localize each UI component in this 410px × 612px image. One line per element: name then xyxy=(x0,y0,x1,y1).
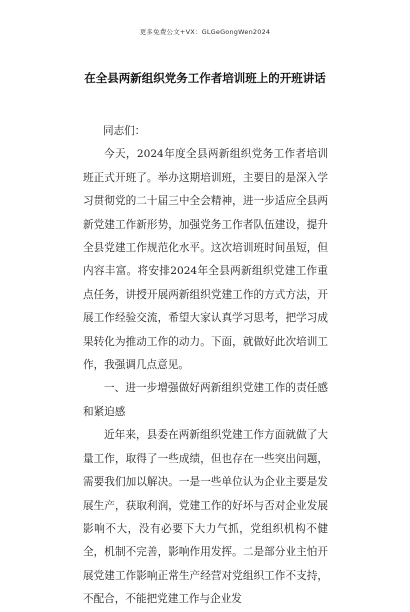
document-body xyxy=(83,120,328,612)
document-title: 在全县两新组织党务工作者培训班上的开班讲话 xyxy=(84,71,326,85)
header-note: 更多免费公文+VX：GLGeGongWen2024 xyxy=(139,28,271,36)
salutation: 同志们： xyxy=(103,125,146,137)
paragraph-opening: 今天，2024年度全县两新组织党务工作者培训班正式开班了。举办这期培训班，主要目的是深入学习贯彻党的二十届三中全会精神，进一步适应全县两新党建工作新形势，加强党务工作者队伍建设，提升全县党建工作规范化水平。这次培训班时间虽短，但内容丰富。将安排2024年全县两新组织党建工作重点任务，讲授开展两新组织党建工作的方式方法，开展工作经验交流，希望大家认真学习思考，把学习成果转化为推动工作的动力。下面，就做好此次培训工作，我强调几点意见。 xyxy=(83,148,328,372)
section-heading-1: 一、进一步增强做好两新组织党建工作的责任感和紧迫感 xyxy=(83,382,328,418)
paragraph-section-1: 近年来，县委在两新组织党建工作方面就做了大量工作，取得了一些成绩，但也存在一些突出问题，需要我们加以解决。一是一些单位认为企业主要是发展生产，获取利润，党建工作的好坏与否对企业发展影响不大，没有必要下大力气抓，党组织机构不健全，机制不完善，影响作用发挥。二是部分业主怕开展党建工作影响正常生产经营对党组织工作不支持，不配合，不能把党建工作与企业发 xyxy=(83,429,328,606)
